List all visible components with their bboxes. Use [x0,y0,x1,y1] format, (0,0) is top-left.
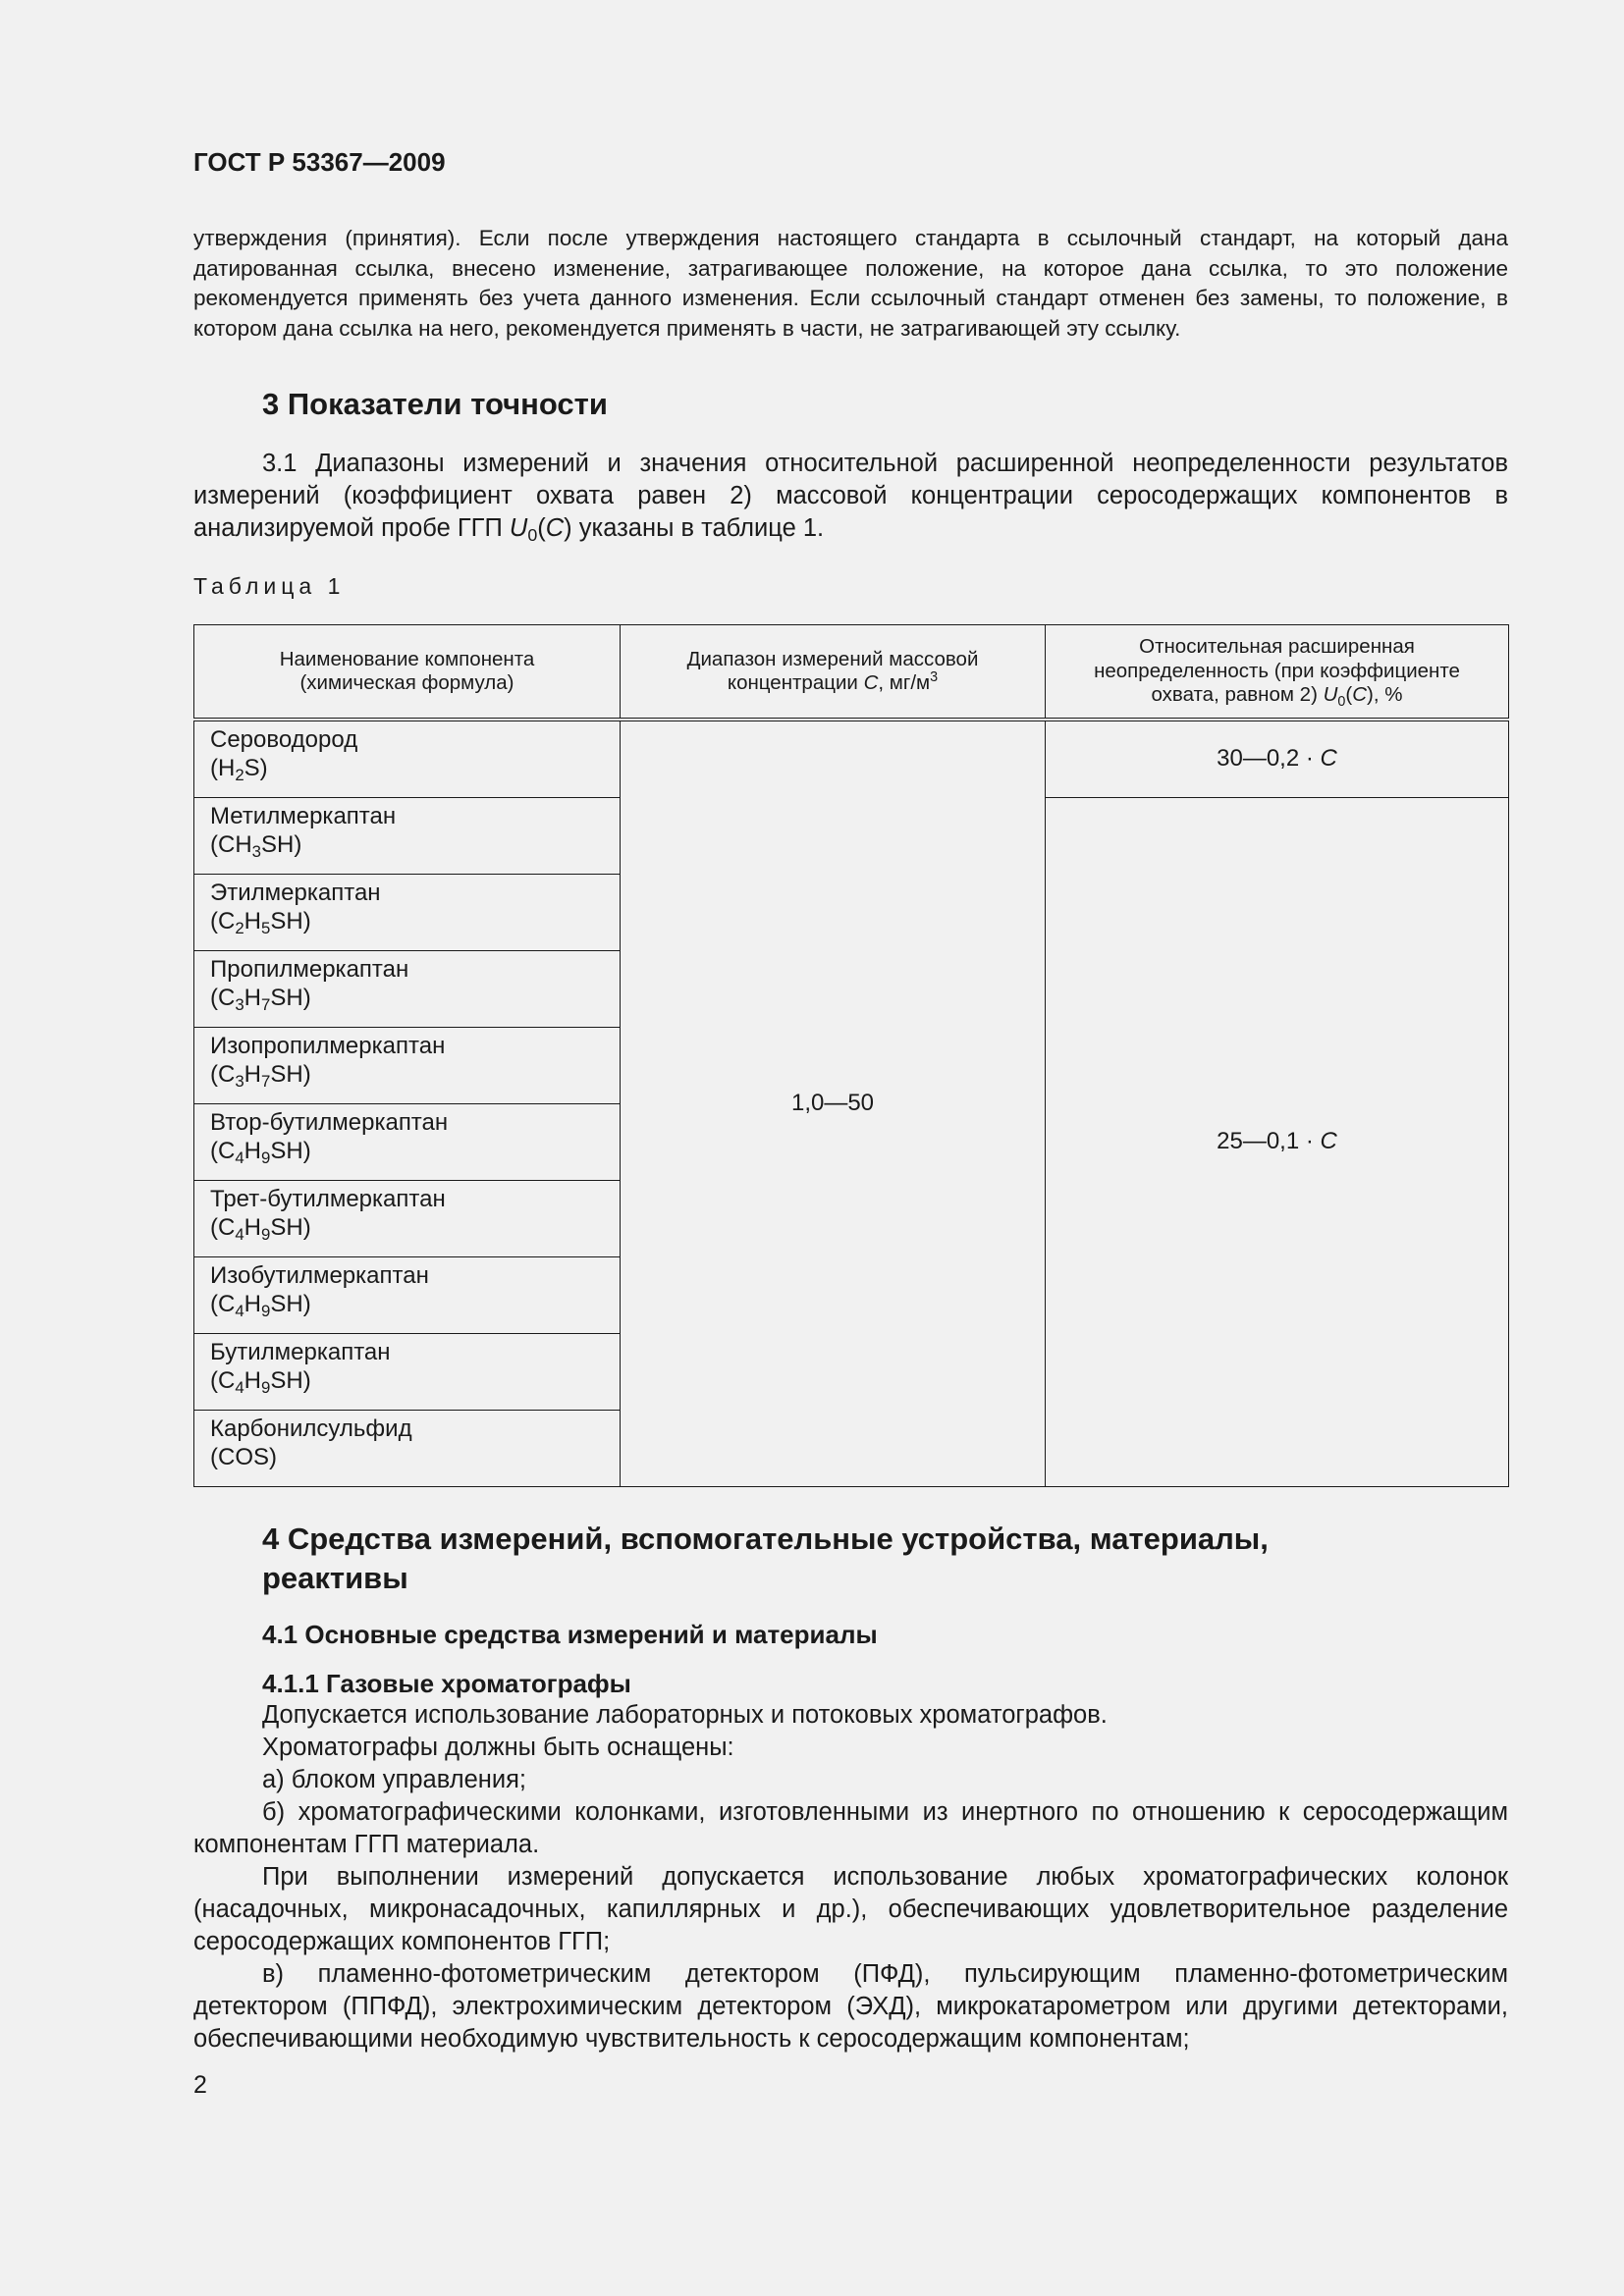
component-cell [194,720,621,798]
component-name: Бутилмеркаптан [210,1339,391,1365]
uncertainty-cell-others: 25—0,1 · C [1046,798,1509,1487]
header-uncertainty: Относительная расширенная неопределенность (при коэффициенте охвата, равном 2) $U_0(C)$, % [1046,625,1509,721]
component-cell [194,1181,621,1257]
component-formula: $(C_2H_5SH)$ [210,907,311,937]
table-1 [193,624,1509,1487]
component-formula: $(C_3H_7SH)$ [210,1060,311,1091]
item-b: б) хроматографическими колонками, изготовленными из инертного по отношению к серосодержащим компонентам ГГП материала. [193,1798,1508,1858]
intro-paragraph: утверждения (принятия). Если после утверждения настоящего стандарта в ссылочный стандарт, на который дана датированная ссылка, внесено изменение, затрагивающее положение, на которое дана ссылка, то это положение рекомендуется применять без учета данного изменения. Если ссылочный стандарт отменен без замены, то положение, в котором дана ссылка на него, рекомендуется применять в части, не затрагивающей эту ссылку. [193,226,1508,341]
component-cell [194,1028,621,1104]
table-header-row [194,625,1509,721]
component-cell [194,951,621,1028]
section-3-title: 3 Показатели точности [262,387,608,421]
component-name: Метилмеркаптан [210,803,397,829]
component-name: Втор-бутилмеркаптан [210,1109,449,1136]
header-range: Диапазон измерений массовой концентрации C, $мг/м^3$ [621,625,1046,721]
component-cell [194,1411,621,1487]
component-cell [194,1104,621,1181]
subsection-4-1-1-title: 4.1.1 Газовые хроматографы [262,1669,631,1698]
component-name: Изопропилмеркаптан [210,1033,446,1059]
component-cell [194,1334,621,1411]
uncertainty-cell-h2s: 30—0,2 · C [1046,720,1509,798]
component-cell [194,875,621,951]
allowed-line: Допускается использование лабораторных и потоковых хроматографов. [262,1701,1108,1729]
component-formula: $(C_4H_9SH)$ [210,1290,311,1320]
subsection-4-1-title: 4.1 Основные средства измерений и материалы [262,1620,878,1649]
component-name: Трет-бутилмеркаптан [210,1186,446,1212]
component-formula: $(C_3H_7SH)$ [210,984,311,1014]
component-cell [194,798,621,875]
component-name: Сероводород [210,726,358,753]
component-name: Этилмеркаптан [210,880,381,906]
component-name: Пропилмеркаптан [210,956,409,983]
item-v: в) пламенно-фотометрическим детектором (ПФД), пульсирующим пламенно-фотометрическим детектором (ППФД), электрохимическим детектором (ЭХД), микрокатарометром или другими детекторами, обеспечивающими необходимую чувствительность к серосодержащим компонентам; [193,1960,1508,2053]
range-cell: 1,0—50 [621,720,1046,1487]
table-caption: Таблица 1 [193,573,346,599]
header-component: Наименование компонента (химическая формула) [194,625,621,721]
component-formula: $(C_4H_9SH)$ [210,1213,311,1244]
component-name: Карбонилсульфид [210,1415,412,1442]
component-formula: $(C_4H_9SH)$ [210,1137,311,1167]
table-row [194,720,1509,798]
component-formula: (COS) [210,1443,277,1470]
section-3-1-paragraph: 3.1 Диапазоны измерений и значения относительной расширенной неопределенности результатов измерений (коэффициент охвата равен 2) массовой концентрации серосодержащих компонентов в анализируемой пробе ГГП $U_0(C)$ указаны в таблице 1. [193,450,1508,545]
page-number: 2 [193,2071,207,2099]
component-formula: $(H_2S)$ [210,754,268,784]
item-a: а) блоком управления; [262,1766,526,1793]
component-formula: $(C_4H_9SH)$ [210,1366,311,1397]
component-formula: $(CH_3SH)$ [210,830,302,861]
columns-paragraph: При выполнении измерений допускается использование любых хроматографических колонок (насадочных, микронасадочных, капиллярных и др.), обеспечивающих удовлетворительное разделение серосодержащих компонентов ГГП; [193,1863,1508,1955]
section-4-title: 4 Средства измерений, вспомогательные устройства, материалы, реактивы [262,1522,1269,1595]
standard-code: ГОСТ Р 53367—2009 [193,147,446,177]
component-name: Изобутилмеркаптан [210,1262,429,1289]
equipped-line: Хроматографы должны быть оснащены: [262,1734,734,1761]
component-cell [194,1257,621,1334]
